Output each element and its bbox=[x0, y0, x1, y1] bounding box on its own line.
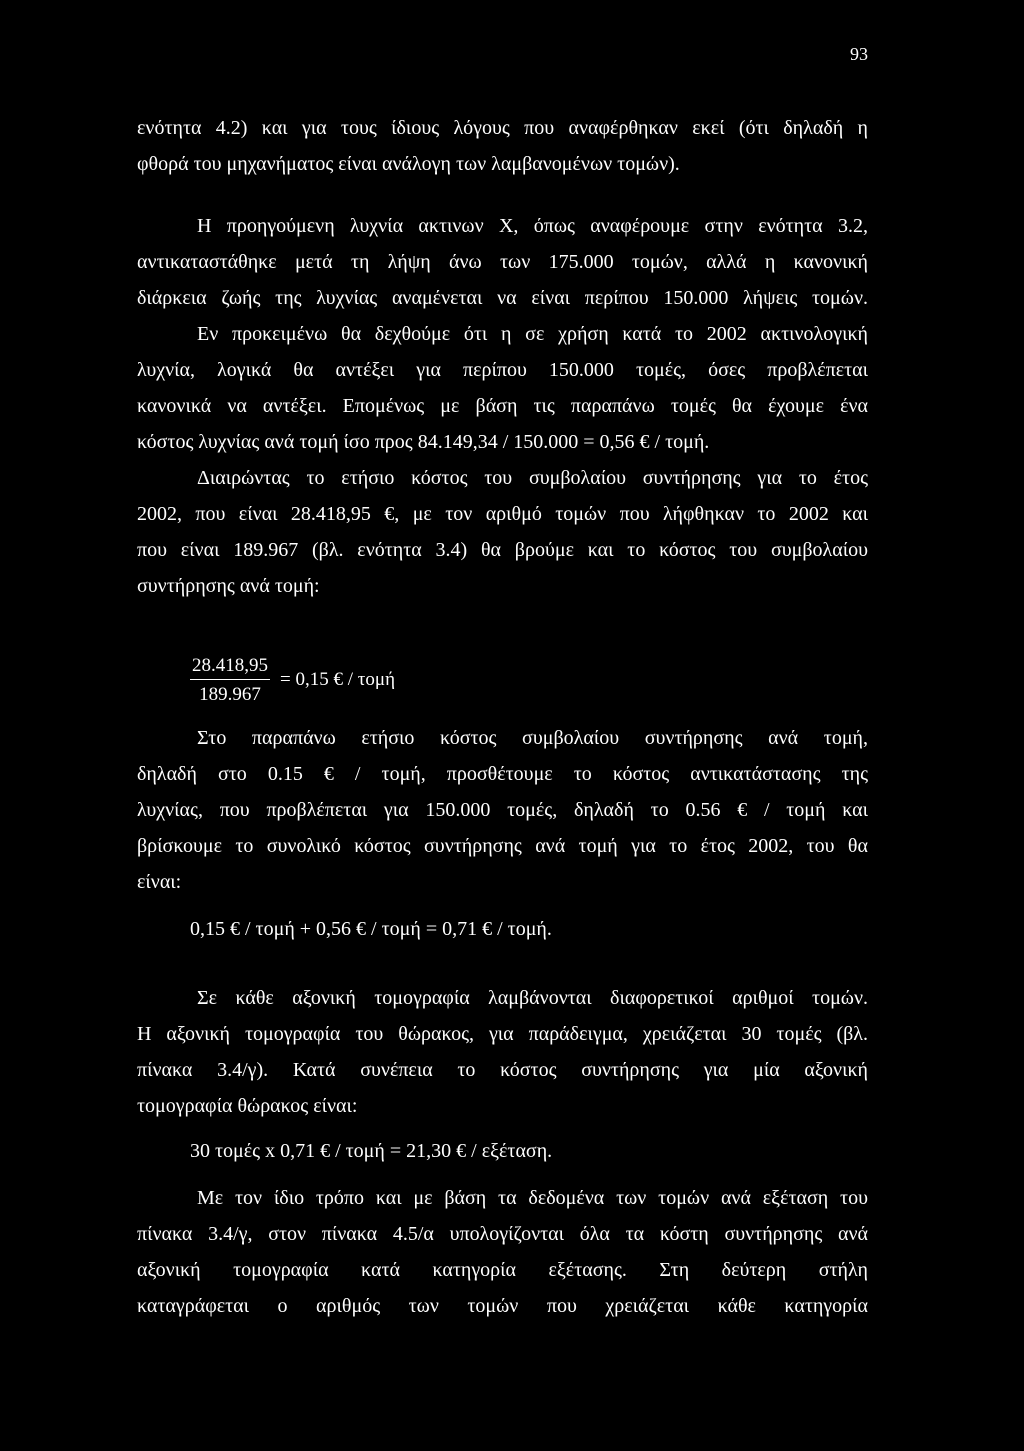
text-line: Η αξονική τομογραφία του θώρακος, για παράδειγμα, χρειάζεται 30 τομές (βλ. bbox=[137, 1023, 868, 1045]
text-line: που είναι 189.967 (βλ. ενότητα 3.4) θα βρούμε και το κόστος του συμβολαίου bbox=[137, 539, 868, 561]
text-line: 2002, που είναι 28.418,95 €, με τον αριθμό τομών που λήφθηκαν το 2002 και bbox=[137, 503, 868, 525]
paragraph-1 bbox=[137, 110, 868, 182]
text-line: διάρκεια ζωής της λυχνίας αναμένεται να είναι περίπου 150.000 λήψεις τομών. bbox=[137, 287, 868, 309]
text-line: τομογραφία θώρακος είναι: bbox=[137, 1095, 358, 1117]
paragraph-2 bbox=[137, 208, 868, 604]
text-line: κανονικά να αντέξει. Επομένως με βάση τις παραπάνω τομές θα έχουμε ένα bbox=[137, 395, 868, 417]
text-line: αξονική τομογραφία κατά κατηγορία εξέτασης. Στη δεύτερη στήλη bbox=[137, 1259, 868, 1281]
text-line: Στο παραπάνω ετήσιο κόστος συμβολαίου συντήρησης ανά τομή, bbox=[197, 727, 868, 749]
text-line: αντικαταστάθηκε μετά τη λήψη άνω των 175.000 τομών, αλλά η κανονική bbox=[137, 251, 868, 273]
text-line: πίνακα 3.4/γ, στον πίνακα 4.5/α υπολογίζονται όλα τα κόστη συντήρησης ανά bbox=[137, 1223, 868, 1245]
text-line: Σε κάθε αξονική τομογραφία λαμβάνονται διαφορετικοί αριθμοί τομών. bbox=[197, 987, 868, 1009]
text-line: κόστος λυχνίας ανά τομή ίσο προς 84.149,34 / 150.000 = 0,56 € / τομή. bbox=[137, 431, 710, 453]
text-line: λυχνία, λογικά θα αντέξει για περίπου 150.000 τομές, όσες προβλέπεται bbox=[137, 359, 868, 381]
text-line: συντήρησης ανά τομή: bbox=[137, 575, 320, 597]
fraction-result: = 0,15 € / τομή bbox=[280, 669, 396, 690]
text-line: βρίσκουμε το συνολικό κόστος συντήρησης ανά τομή για το έτος 2002, του θα bbox=[137, 835, 868, 857]
fraction-denominator: 189.967 bbox=[199, 683, 261, 705]
fraction bbox=[190, 655, 270, 706]
text-line: λυχνίας, που προβλέπεται για 150.000 τομές, δηλαδή το 0.56 € / τομή και bbox=[137, 799, 868, 821]
text-line: φθορά του μηχανήματος είναι ανάλογη των λαμβανομένων τομών). bbox=[137, 153, 680, 175]
total-cost-formula: 0,15 € / τομή + 0,56 € / τομή = 0,71 € / τομή. bbox=[190, 918, 552, 940]
text-line: Με τον ίδιο τρόπο και με βάση τα δεδομένα των τομών ανά εξέταση του bbox=[197, 1187, 868, 1209]
text-line: δηλαδή στο 0.15 € / τομή, προσθέτουμε το κόστος αντικατάστασης της bbox=[137, 763, 868, 785]
text-line: Εν προκειμένω θα δεχθούμε ότι η σε χρήση κατά το 2002 ακτινολογική bbox=[197, 323, 868, 345]
paragraph-3 bbox=[137, 720, 868, 900]
fraction-numerator: 28.418,95 bbox=[190, 655, 270, 680]
maintenance-cost-fraction bbox=[190, 650, 395, 710]
text-line: Η προηγούμενη λυχνία ακτινων Χ, όπως αναφέρουμε στην ενότητα 3.2, bbox=[197, 215, 868, 237]
paragraph-4 bbox=[137, 980, 868, 1124]
text-line: είναι: bbox=[137, 871, 182, 893]
text-line: πίνακα 3.4/γ). Κατά συνέπεια το κόστος συντήρησης για μία αξονική bbox=[137, 1059, 868, 1081]
text-line: καταγράφεται ο αριθμός των τομών που χρειάζεται κάθε κατηγορία bbox=[137, 1295, 868, 1317]
text-line: Διαιρώντας το ετήσιο κόστος του συμβολαίου συντήρησης για το έτος bbox=[197, 467, 868, 489]
exam-cost-formula: 30 τομές x 0,71 € / τομή = 21,30 € / εξέταση. bbox=[190, 1140, 553, 1162]
page-number: 93 bbox=[850, 44, 868, 64]
paragraph-5 bbox=[137, 1180, 868, 1324]
text-line: ενότητα 4.2) και για τους ίδιους λόγους που αναφέρθηκαν εκεί (ότι δηλαδή η bbox=[137, 117, 868, 139]
